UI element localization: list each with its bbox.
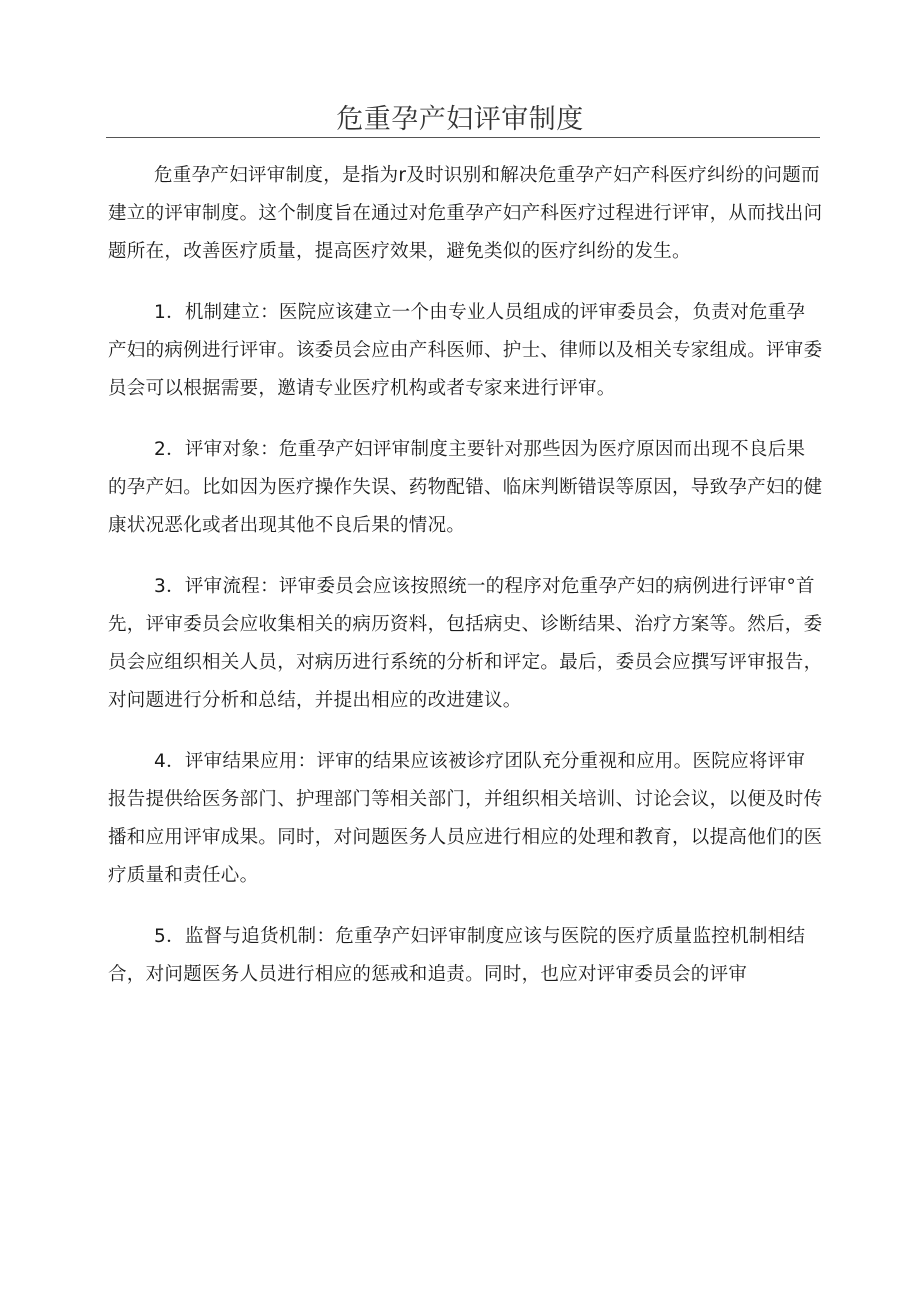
paragraph-mechanism: 1．机制建立：医院应该建立一个由专业人员组成的评审委员会，负责对危重孕产妇的病例进行评审。该委员会应由产科医师、护士、律师以及相关专家组成。评审委员会可以根据需要，邀请专业医疗机构或者专家来进行评审。 xyxy=(108,302,823,399)
paragraph-review-target: 2．评审对象：危重孕产妇评审制度主要针对那些因为医疗原因而出现不良后果的孕产妇。比如因为医疗操作失误、药物配错、临床判断错误等原因，导致孕产妇的健康状况恶化或者出现其他不良后果的情况。 xyxy=(108,439,823,536)
title-underline xyxy=(106,137,820,138)
paragraph-supervision: 5．监督与追货机制：危重孕产妇评审制度应该与医院的医疗质量监控机制相结合，对问题医务人员进行相应的惩戒和追责。同时，也应对评审委员会的评审 xyxy=(108,926,806,985)
paragraph-review-process: 3．评审流程：评审委员会应该按照统一的程序对危重孕产妇的病例进行评审°首先，评审委员会应收集相关的病历资料，包括病史、诊断结果、治疗方案等。然后，委员会应组织相关人员，对病历进行系统的分析和评定。最后，委员会应撰写评审报告，对问题进行分析和总结，并提出相应的改进建议。 xyxy=(108,576,823,711)
paragraph-result-application: 4．评审结果应用：评审的结果应该被诊疗团队充分重视和应用。医院应将评审报告提供给医务部门、护理部门等相关部门，并组织相关培训、讨论会议，以便及时传播和应用评审成果。同时，对问题医务人员应进行相应的处理和教育，以提高他们的医疗质量和责任心。 xyxy=(108,751,823,886)
document-body xyxy=(108,157,824,1017)
paragraph-intro: 危重孕产妇评审制度，是指为r及时识别和解决危重孕产妇产科医疗纠纷的问题而建立的评审制度。这个制度旨在通过对危重孕产妇产科医疗过程进行评审，从而找出问题所在，改善医疗质量，提高医疗效果，避免类似的医疗纠纷的发生。 xyxy=(108,165,823,262)
document-title: 危重孕产妇评审制度 xyxy=(336,104,584,135)
